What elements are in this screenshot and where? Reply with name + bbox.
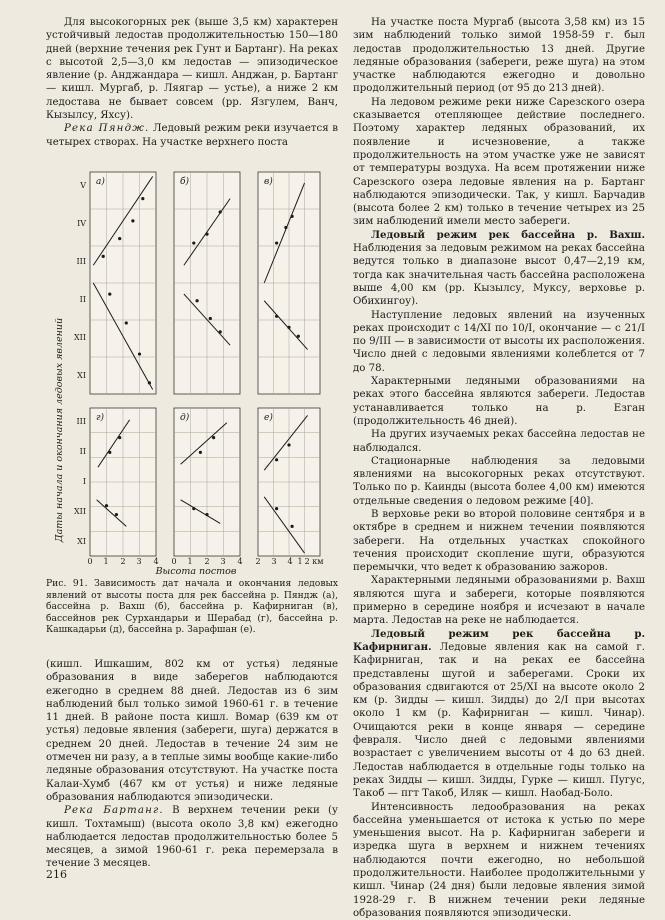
chart-x-tick-label: 1 (187, 557, 193, 566)
chart-point (219, 210, 222, 213)
chart-point (287, 443, 290, 446)
chart-x-tick-label: 1 (297, 557, 303, 566)
river-label-bartang: Река Бартанг. (64, 805, 164, 817)
chart-point (125, 321, 128, 324)
chart-point (108, 451, 111, 454)
chart-x-tick-label: 4 (287, 557, 293, 566)
paragraph-sarez: На ледовом режиме реки ниже Сарезского озера сказывается отепляющее действие последнего. Поэтому характер ледяных образований, их появление и исчезновение, а также продолжительность на этом участке уже не зависят от температуры воздуха. На всем протяжении ниже Сарезского озера ледовые явления на р. Бартанг наблюдаются эпизодически. Так, у кишл. Барчадив (высота более 2 км) только в течение четырех из 25 зим наблюдений имели место забереги. (353, 96, 645, 228)
chart-point (118, 237, 121, 240)
chart-point (212, 436, 215, 439)
chart-panel-label: б) (180, 177, 190, 187)
chart-x-tick-label: 2 км (304, 557, 324, 566)
chart-point (192, 241, 195, 244)
heading-kafirnigan: Ледовый режим рек бассейна р. Кафирниган. (353, 627, 645, 653)
chart-panel-label: г) (96, 413, 105, 423)
chart-panel-label: а) (96, 177, 105, 187)
chart-point (192, 507, 195, 510)
chart-point (105, 504, 108, 507)
chart-point (141, 197, 144, 200)
chart-point (196, 299, 199, 302)
paragraph-upper: В верховье реки во второй половине сентября и в октябре в среднем и нижнем течении появляются забереги. На отдельных участках спокойного течения происходит скопление шуги, образуются перемычки, что ведет к образованию зажоров. (353, 508, 645, 574)
chart-panel-label: в) (264, 177, 273, 187)
figure-y-axis-title: Даты начала и окончания ледовых явлений (54, 317, 65, 543)
chart-point (138, 352, 141, 355)
page-number: 216 (46, 868, 67, 881)
chart-x-tick-label: 2 (120, 557, 126, 566)
paragraph-ishkashim: (кишл. Ишкашим, 802 км от устья) ледяные образования в виде заберегов наблюдаются ежегодно в среднем 88 дней. Ледостав из 6 зим наблюдений был только зимой 1960-61 г. в течение 11 дней. В районе поста кишл. Вомар (639 км от устья) ледовые явления (забереги, шуга) держатся в среднем 20 дней. Ледостав в течение 24 зим не отмечен ни разу, а в теплые зимы вообще какие-либо ледяные образования отсутствуют. На участке поста Калаи-Хумб (467 км от устья) и ниже ледяные образования наблюдаются эпизодически. (46, 659, 338, 803)
chart-point (284, 226, 287, 229)
chart-x-tick-label: 4 (237, 557, 243, 566)
chart-point (275, 458, 278, 461)
chart-point (205, 513, 208, 516)
figure-x-axis-title: Высота постов (155, 566, 237, 577)
chart-panel-label: д) (180, 413, 190, 423)
chart-y-tick-label: III (76, 257, 86, 266)
paragraph-pyandzh (46, 122, 338, 149)
chart-y-tick-label: II (79, 447, 86, 456)
figure-91 (46, 168, 338, 578)
chart-point (131, 219, 134, 222)
chart-y-tick-label: II (79, 295, 86, 304)
chart-point (291, 525, 294, 528)
chart-y-tick-label: XI (77, 371, 86, 380)
chart-point (287, 326, 290, 329)
chart-point (148, 381, 151, 384)
paragraph-kafirnigan-text: Ледовые явления как на самой г. Кафирниган, так и на реках ее бассейна представлены шугой и заберегами. Сроки их образования сдвигаются от 25/XI на высоте около 2 км (р. Зидды — кишл. Зидды) до 2/I при высотах около 1 км (р. Кафирниган — кишл. Чинар). Очищаются реки в конце января — середине февраля. Число дней с ледовыми явлениями возрастает с увеличением высоты от 4 до 63 дней. Ледостав наблюдается в отдельные годы только на реках Зидды — кишл. Зидды, Гурке — кишл. Пугус, Такоб — пгт Такоб, Иляк — кишл. Наобад-Боло. (353, 641, 645, 800)
chart-x-tick-label: 2 (204, 557, 210, 566)
chart-y-tick-label: I (82, 477, 86, 486)
left-column-top (46, 16, 338, 149)
heading-vakhsh: Ледовый режим рек бассейна р. Вахш. (371, 228, 645, 241)
paragraph-bartang (46, 804, 338, 870)
chart-x-tick-label: 3 (271, 557, 277, 566)
chart-x-tick-label: 3 (136, 557, 142, 566)
paragraph-kafirnigan-head (353, 628, 645, 801)
chart-point (205, 233, 208, 236)
paragraph-vakhsh-forms: Характерными ледяными образованиями р. Вахш являются шуга и забереги, которые появляются примерно в середине ноября и исчезают в начале марта. Ледостав на реке не наблюдается. (353, 575, 645, 627)
right-column (353, 16, 645, 920)
chart-point (108, 293, 111, 296)
paragraph-bartang-text: В верхнем течении реки (у кишл. Тохтамыш) (высота около 3,8 км) ежегодно наблюдается ледостав продолжительностью более 5 месяцев, а зимой 1960-61 г. река перемерзала в течение 3 месяцев. (46, 805, 338, 870)
chart-point (275, 507, 278, 510)
paragraph-intensity: Интенсивность ледообразования на реках бассейна уменьшается от истока к устью по мере уменьшения высот. На р. Кафирниган забереги и изредка шуга в верхнем и нижнем течениях наблюдаются почти ежегодно, но небольшой продолжительности. Наиболее продолжительными у кишл. Чинар (24 дня) были ледовые явления зимой 1928-29 г. В нижнем течении реки ледяные образования появляются эпизодически. (353, 801, 645, 919)
paragraph-pyandzh-text: Ледовый режим реки изучается в четырех створах. На участке верхнего поста (46, 123, 338, 148)
chart-x-tick-label: 4 (153, 557, 159, 566)
chart-y-tick-label: XI (77, 537, 86, 546)
paragraph-other-rivers: На других изучаемых реках бассейна ледостав не наблюдался. (353, 429, 645, 454)
chart-y-tick-label: XII (73, 333, 86, 342)
chart-point (291, 215, 294, 218)
chart-y-tick-label: V (80, 181, 86, 190)
chart-x-tick-label: 1 (103, 557, 109, 566)
chart-x-tick-label: 2 (255, 557, 261, 566)
paragraph-onset: Наступление ледовых явлений на изученных реках происходит с 14/XI по 10/I, окончание — с 21/I по 9/III — в зависимости от высоты их расположения. Число дней с ледовыми явлениями колеблется от 7 до 78. (353, 309, 645, 374)
chart-x-tick-label: 0 (87, 557, 93, 566)
chart-x-tick-label: 0 (171, 557, 177, 566)
figure-91-svg (46, 168, 338, 578)
chart-point (115, 513, 118, 516)
chart-point (209, 317, 212, 320)
chart-point (199, 451, 202, 454)
paragraph-vakhsh-text: Наблюдения за ледовым режимом на реках бассейна ведутся только в диапазоне высот 0,47—2,19 км, тогда как значительная часть бассейна расположена выше 4,00 км (рр. Кызылсу, Муксу, верховье р. Обихингоу). (353, 243, 645, 308)
chart-point (275, 241, 278, 244)
chart-y-tick-label: IV (77, 219, 86, 228)
chart-y-tick-label: III (76, 417, 86, 426)
paragraph-vakhsh-head (353, 229, 645, 309)
chart-x-tick-label: 3 (220, 557, 226, 566)
chart-panel-label: е) (264, 413, 273, 423)
paragraph-murgab: На участке поста Мургаб (высота 3,58 км) из 15 зим наблюдений только зимой 1958-59 г. был ледостав продолжительностью 13 дней. Другие ледяные образования (забереги, реже шуга) на этом участке наблюдаются ежегодно и довольно продолжительный период (от 95 до 213 дней). (353, 17, 645, 95)
chart-point (275, 315, 278, 318)
left-column-bottom (46, 658, 338, 871)
chart-point (118, 436, 121, 439)
figure-caption: Рис. 91. Зависимость дат начала и окончания ледовых явлений от высоты поста для рек бассейна р. Пяндж (а), бассейна р. Вахш (б), бассейна р. Кафирниган (в), бассейнов рек Сурхандарьи и Шерабад (г), бассейна р. Кашкадарьи (д), бассейна р. Зарафшан (е). (46, 578, 338, 636)
chart-point (219, 330, 222, 333)
paragraph-highland-rivers: Для высокогорных рек (выше 3,5 км) характерен устойчивый ледостав продолжительностью 150—180 дней (верхние течения рек Гунт и Бартанг). На реках с высотой 2,5—3,0 км ледостав — эпизодическое явление (р. Анджандара — кишл. Анджан, р. Бартанг — кишл. Мургаб, р. Ляягар — устье), а ниже 2 км ледостава не бывает совсем (рр. Язгулем, Ванч, Кызылсу, Яхсу). (46, 17, 338, 122)
paragraph-forms: Характерными ледяными образованиями на реках этого бассейна являются забереги. Ледостав устанавливается только на р. Езган (продолжительность 46 дней). (353, 376, 645, 427)
chart-y-tick-label: XII (73, 507, 86, 516)
paragraph-stationary: Стационарные наблюдения за ледовыми явлениями на высокогорных реках отсутствуют. Только по р. Каинды (высота более 4,00 км) имеются отдельные сведения о ледовом режиме [40]. (353, 455, 645, 507)
chart-point (297, 335, 300, 338)
chart-point (102, 255, 105, 258)
river-label-pyandzh: Река Пяндж. (64, 123, 150, 135)
